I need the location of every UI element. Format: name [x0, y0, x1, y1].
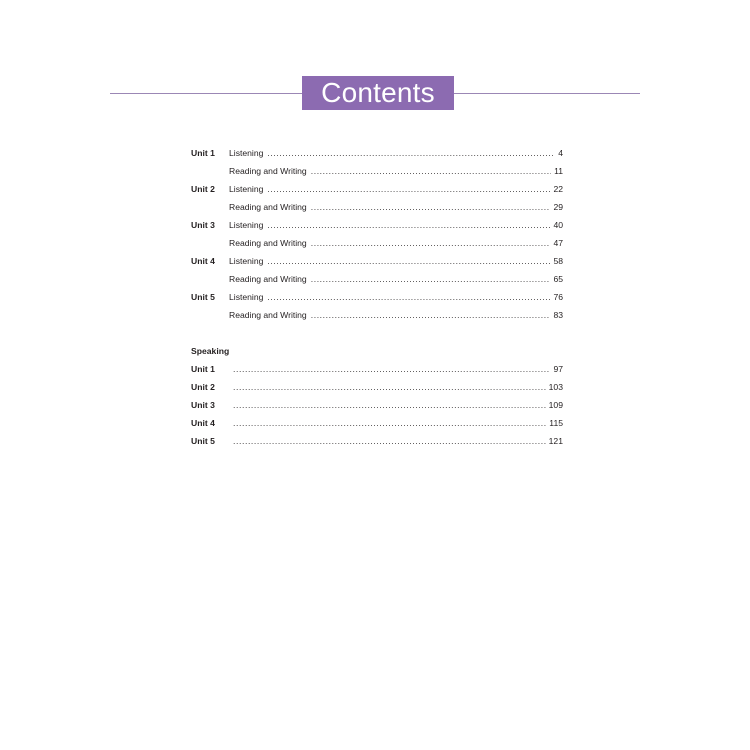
page-number: 58 — [553, 256, 563, 266]
dot-leader — [311, 238, 551, 248]
dot-leader — [233, 418, 546, 428]
dot-leader — [311, 274, 551, 284]
entry-label: Listening — [229, 256, 264, 266]
unit-label: Unit 1 — [191, 148, 215, 158]
unit-label: Unit 2 — [191, 184, 215, 194]
speaking-toc — [191, 364, 563, 454]
page-number: 22 — [553, 184, 563, 194]
page-number: 109 — [548, 400, 563, 410]
dot-leader — [267, 292, 550, 302]
entry-label: Listening — [229, 148, 264, 158]
entry-label: Reading and Writing — [229, 238, 307, 248]
page-number: 47 — [553, 238, 563, 248]
entry-label: Reading and Writing — [229, 310, 307, 320]
entry-label: Reading and Writing — [229, 202, 307, 212]
dot-leader — [311, 202, 551, 212]
toc-row[interactable] — [191, 184, 563, 202]
toc-row[interactable] — [191, 202, 563, 220]
unit-label: Unit 1 — [191, 364, 215, 374]
page-number: 40 — [553, 220, 563, 230]
toc-row[interactable] — [191, 418, 563, 436]
dot-leader — [267, 148, 555, 158]
toc-row[interactable] — [191, 400, 563, 418]
dot-leader — [267, 220, 550, 230]
units-toc — [191, 148, 563, 328]
entry-label: Listening — [229, 220, 264, 230]
dot-leader — [233, 400, 546, 410]
toc-row[interactable] — [191, 382, 563, 400]
dot-leader — [311, 310, 551, 320]
unit-label: Unit 5 — [191, 436, 215, 446]
dot-leader — [233, 382, 546, 392]
toc-row[interactable] — [191, 274, 563, 292]
page-title — [302, 76, 454, 110]
dot-leader — [267, 256, 550, 266]
toc-row[interactable] — [191, 238, 563, 256]
toc-row[interactable] — [191, 220, 563, 238]
page-number: 121 — [548, 436, 563, 446]
page-number: 76 — [553, 292, 563, 302]
unit-label: Unit 4 — [191, 256, 215, 266]
page-number: 11 — [554, 166, 563, 176]
unit-label: Unit 3 — [191, 400, 215, 410]
unit-label: Unit 5 — [191, 292, 215, 302]
dot-leader — [311, 166, 551, 176]
toc-row[interactable] — [191, 310, 563, 328]
entry-label: Listening — [229, 292, 264, 302]
page-number: 4 — [558, 148, 563, 158]
unit-label: Unit 3 — [191, 220, 215, 230]
dot-leader — [233, 364, 550, 374]
toc-row[interactable] — [191, 148, 563, 166]
page-number: 29 — [553, 202, 563, 212]
dot-leader — [233, 436, 546, 446]
toc-row[interactable] — [191, 364, 563, 382]
entry-label: Listening — [229, 184, 264, 194]
dot-leader — [267, 184, 550, 194]
unit-label: Unit 4 — [191, 418, 215, 428]
page-number: 97 — [553, 364, 563, 374]
page-number: 103 — [548, 382, 563, 392]
page-title-text: Contents — [321, 77, 435, 108]
unit-label: Unit 2 — [191, 382, 215, 392]
toc-row[interactable] — [191, 436, 563, 454]
toc-row[interactable] — [191, 166, 563, 184]
speaking-heading: Speaking — [191, 346, 230, 356]
page-number: 115 — [549, 418, 563, 428]
toc-row[interactable] — [191, 256, 563, 274]
entry-label: Reading and Writing — [229, 166, 307, 176]
page-number: 65 — [553, 274, 563, 284]
toc-row[interactable] — [191, 292, 563, 310]
page-number: 83 — [553, 310, 563, 320]
entry-label: Reading and Writing — [229, 274, 307, 284]
